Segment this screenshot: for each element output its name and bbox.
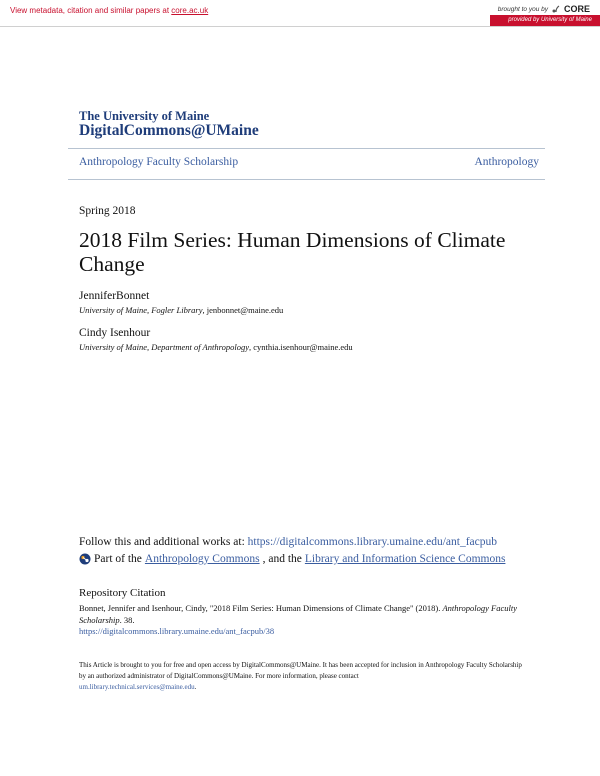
masthead-divider-bottom	[68, 179, 545, 180]
author-affiliation	[79, 305, 283, 315]
follow-line	[79, 536, 497, 548]
citation-suffix: . 38.	[119, 614, 135, 625]
citation-text	[79, 603, 524, 626]
access-notice	[79, 660, 529, 693]
citation-heading: Repository Citation	[79, 587, 166, 599]
part-of-prefix: Part of the	[94, 553, 142, 565]
provided-by-badge: provided by University of Maine	[490, 15, 600, 26]
part-of-line	[79, 553, 505, 565]
anthropology-commons-link[interactable]: Anthropology Commons	[144, 553, 260, 565]
core-link[interactable]: core.ac.uk	[171, 6, 209, 15]
notice-text: This Article is brought to you for free and open access by DigitalCommons@UMaine. It has been accepted for inclusion in Anthropology Faculty Scholarship by an authorized administrator of DigitalCommons@UMaine. For more information, please contact	[79, 661, 522, 680]
department-link[interactable]: Anthropology	[474, 156, 539, 168]
core-banner	[0, 0, 600, 27]
repository-name[interactable]: DigitalCommons@UMaine	[79, 122, 259, 139]
author-affiliation	[79, 342, 353, 352]
citation-body: Bonnet, Jennifer and Isenhour, Cindy, "2018 Film Series: Human Dimensions of Climate Change" (2018).	[79, 603, 443, 613]
title-line-1: 2018 Film Series: Human Dimensions of Climate	[79, 228, 506, 252]
brought-to-you-text: brought to you by	[497, 5, 548, 13]
notice-end: .	[194, 683, 197, 691]
contact-email-link[interactable]: um.library.technical.services@maine.edu	[79, 683, 195, 691]
follow-prefix: Follow this and additional works at:	[79, 536, 248, 548]
author-name: Cindy Isenhour	[79, 327, 151, 339]
masthead-divider-top	[68, 148, 545, 149]
author-email: , jenbonnet@maine.edu	[202, 305, 284, 315]
affiliation-text: University of Maine, Fogler Library	[79, 305, 203, 315]
article-title	[79, 228, 539, 276]
author-name: JenniferBonnet	[79, 290, 150, 302]
citation-journal: Anthropology Faculty Scholarship	[79, 603, 518, 625]
core-logo-icon	[551, 4, 561, 14]
collection-url-link[interactable]: https://digitalcommons.library.umaine.edu/ant_facpub	[247, 536, 497, 548]
part-of-middle: , and the	[262, 553, 302, 565]
network-icon	[79, 553, 91, 565]
core-brand	[498, 4, 590, 14]
lis-commons-link[interactable]: Library and Information Science Commons	[304, 553, 506, 565]
title-line-2: Change	[79, 252, 145, 276]
affiliation-text: University of Maine, Department of Anthropology	[79, 342, 249, 352]
citation-url-link[interactable]: https://digitalcommons.library.umaine.edu/ant_facpub/38	[79, 626, 275, 636]
series-link[interactable]: Anthropology Faculty Scholarship	[79, 156, 239, 168]
institution-name[interactable]: The University of Maine	[79, 109, 210, 123]
publication-date: Spring 2018	[79, 205, 136, 217]
core-logo[interactable]: CORE	[563, 4, 590, 14]
core-metadata-prefix: View metadata, citation and similar papers at	[10, 6, 172, 15]
core-metadata-text	[10, 6, 208, 15]
author-email: , cynthia.isenhour@maine.edu	[248, 342, 353, 352]
